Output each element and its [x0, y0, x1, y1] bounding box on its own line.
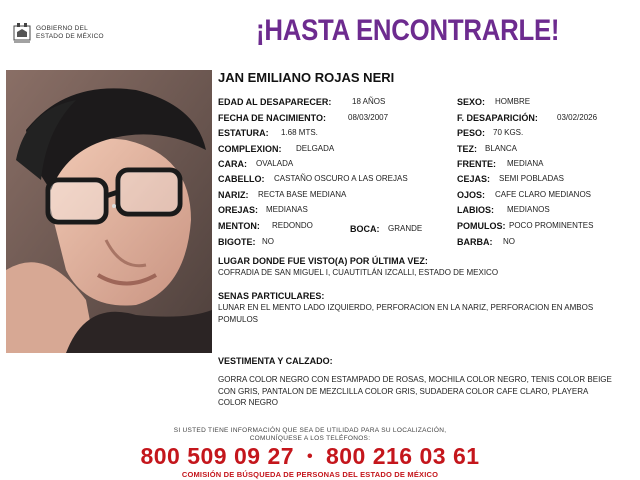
- phone-separator: •: [306, 448, 314, 465]
- contact-notice: [0, 427, 620, 443]
- field-label: FECHA DE NACIMIENTO:: [218, 113, 326, 123]
- field-value: REDONDO: [272, 221, 313, 230]
- field-eyes: [457, 190, 592, 200]
- field-value: OVALADA: [256, 159, 294, 168]
- field-value: MEDIANAS: [266, 205, 308, 214]
- field-complexion: [457, 144, 518, 154]
- field-beard: [457, 237, 515, 247]
- field-label: F. DESAPARICIÓN:: [457, 113, 538, 123]
- field-forehead: [457, 159, 544, 169]
- field-birthdate: [218, 113, 389, 123]
- field-label: CEJAS:: [457, 174, 491, 184]
- phone-1[interactable]: 800 509 09 27: [140, 443, 295, 469]
- last-seen-value: COFRADIA DE SAN MIGUEL I, CUAUTITLÁN IZCALLI, ESTADO DE MEXICO: [218, 268, 499, 277]
- field-value: RECTA BASE MEDIANA: [258, 190, 347, 199]
- field-value: BLANCA: [485, 144, 518, 153]
- logo-line-2: ESTADO DE MÉXICO: [36, 33, 104, 40]
- field-label: MENTON:: [218, 221, 260, 231]
- logo-text: [36, 25, 104, 41]
- field-label: CARA:: [218, 159, 247, 169]
- field-value: 70 KGS.: [493, 128, 524, 137]
- field-value: 1.68 MTS.: [281, 128, 318, 137]
- last-seen-label: LUGAR DONDE FUE VISTO(A) POR ÚLTIMA VEZ:: [218, 256, 428, 266]
- field-chin: [218, 221, 313, 231]
- field-value: 18 AÑOS: [352, 97, 386, 106]
- field-label: NARIZ:: [218, 190, 249, 200]
- field-value: CAFE CLARO MEDIANOS: [495, 190, 592, 199]
- field-value: MEDIANA: [507, 159, 544, 168]
- field-value: DELGADA: [296, 144, 335, 153]
- field-label: OREJAS:: [218, 205, 259, 215]
- field-label: TEZ:: [457, 144, 477, 154]
- field-eyebrows: [457, 174, 564, 184]
- field-mustache: [218, 237, 274, 247]
- field-value: MEDIANOS: [507, 205, 550, 214]
- field-value: 03/02/2026: [557, 113, 598, 122]
- field-label: CABELLO:: [218, 174, 265, 184]
- field-height: [218, 128, 318, 138]
- field-label: POMULOS:: [457, 221, 506, 231]
- crest-icon: [12, 22, 32, 44]
- state-logo: [12, 22, 122, 46]
- phone-numbers: [0, 443, 620, 470]
- field-mouth: [350, 224, 423, 234]
- field-label: FRENTE:: [457, 159, 496, 169]
- person-name: JAN EMILIANO ROJAS NERI: [218, 70, 395, 85]
- phone-2[interactable]: 800 216 03 61: [325, 443, 480, 469]
- field-build: [218, 144, 335, 154]
- field-value: SEMI POBLADAS: [499, 174, 564, 183]
- field-value: CASTAÑO OSCURO A LAS OREJAS: [274, 174, 408, 183]
- field-label: BIGOTE:: [218, 237, 256, 247]
- clothing-value: GORRA COLOR NEGRO CON ESTAMPADO DE ROSAS, MOCHILA COLOR NEGRO, TENIS COLOR BEIGE CON GRIS, PANTALON DE MEZCLILLA COLOR GRIS, SUDADERA COLOR CAFE CLARO, PLAYERA COLOR NEGRO: [218, 375, 612, 407]
- field-label: ESTATURA:: [218, 128, 269, 138]
- headline: ¡HASTA ENCONTRARLE!: [256, 14, 560, 47]
- field-value: POCO PROMINENTES: [509, 221, 594, 230]
- field-value: NO: [262, 237, 274, 246]
- field-label: OJOS:: [457, 190, 486, 200]
- field-label: SEXO:: [457, 97, 486, 107]
- clothing-label: VESTIMENTA Y CALZADO:: [218, 356, 333, 366]
- field-value: HOMBRE: [495, 97, 531, 106]
- field-face: [218, 159, 294, 169]
- field-nose: [218, 190, 347, 200]
- field-cheekbones: [457, 221, 594, 231]
- field-value: GRANDE: [388, 224, 423, 233]
- agency-name: COMISIÓN DE BÚSQUEDA DE PERSONAS DEL ESTADO DE MÉXICO: [181, 470, 439, 479]
- field-label: BARBA:: [457, 237, 493, 247]
- field-sex: [457, 97, 531, 107]
- field-disappearance-date: [457, 113, 598, 123]
- field-label: BOCA:: [350, 224, 380, 234]
- field-hair: [218, 174, 408, 184]
- marks-label: SENAS PARTICULARES:: [218, 291, 325, 301]
- field-value: NO: [503, 237, 515, 246]
- field-label: EDAD AL DESAPARECER:: [218, 97, 332, 107]
- field-ears: [218, 205, 308, 215]
- notice-line-1: SI USTED TIENE INFORMACIÓN QUE SEA DE UTILIDAD PARA SU LOCALIZACIÓN,: [173, 427, 447, 434]
- field-label: LABIOS:: [457, 205, 494, 215]
- notice-line-2: COMUNÍQUESE A LOS TELÉFONOS:: [249, 435, 371, 442]
- field-label: PESO:: [457, 128, 486, 138]
- field-age: [218, 97, 386, 107]
- marks-value: LUNAR EN EL MENTO LADO IZQUIERDO, PERFORACION EN LA NARIZ, PERFORACION EN AMBOS POMULOS: [218, 303, 594, 324]
- logo-line-1: GOBIERNO DEL: [36, 25, 88, 32]
- missing-person-photo: [6, 70, 212, 353]
- field-lips: [457, 205, 550, 215]
- field-weight: [457, 128, 524, 138]
- field-label: COMPLEXION:: [218, 144, 282, 154]
- field-value: 08/03/2007: [348, 113, 389, 122]
